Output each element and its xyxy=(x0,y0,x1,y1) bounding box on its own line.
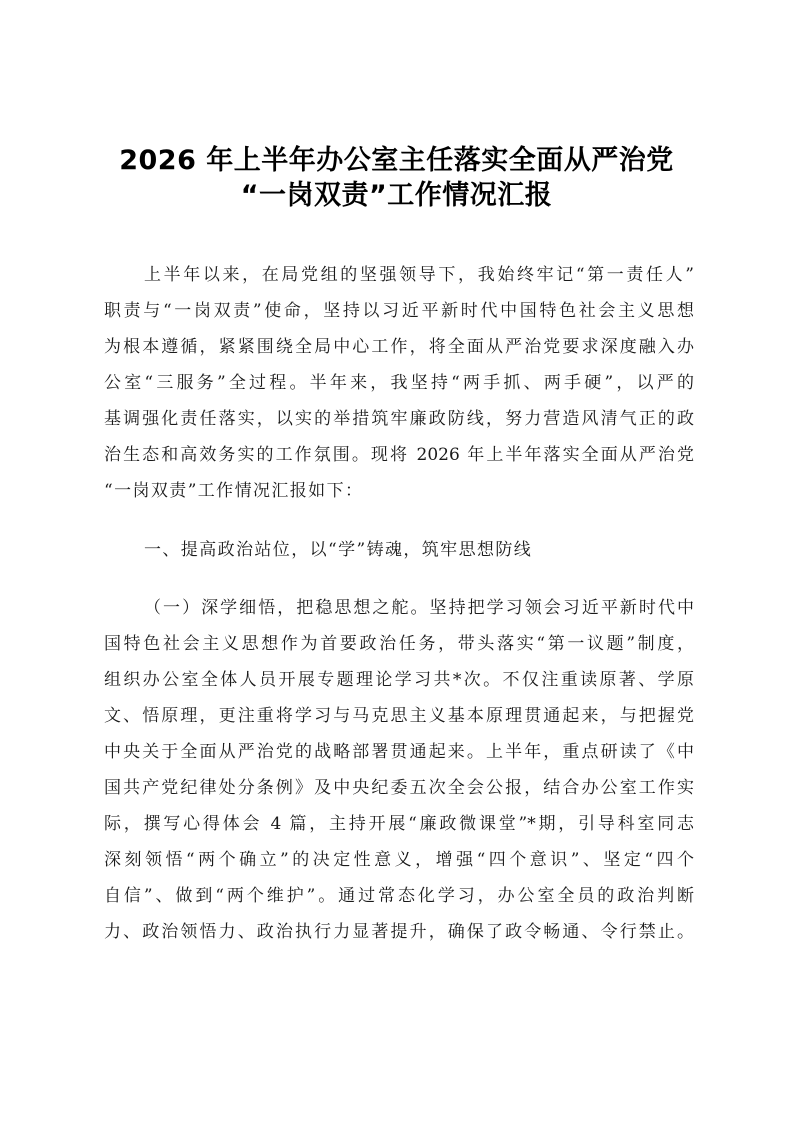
intro-line: “一岗双责”工作情况汇报如下： xyxy=(104,481,364,501)
intro-line: 职责与“一岗双责”使命，坚持以习近平新时代中国特色社会主义思想 xyxy=(104,301,694,321)
subsection-line: 力、政治领悟力、政治执行力显著提升，确保了政令畅通、令行禁止。 xyxy=(104,922,694,942)
subsection-line: 自信”、做到“两个维护”。通过常态化学习，办公室全员的政治判断 xyxy=(104,886,694,906)
subsection-line: 国共产党纪律处分条例》及中央纪委五次全会公报，结合办公室工作实 xyxy=(104,778,694,798)
subsection-line: 组织办公室全体人员开展专题理论学习共*次。不仅注重读原著、学原 xyxy=(104,670,694,690)
intro-line: 基调强化责任落实，以实的举措筑牢廉政防线，努力营造风清气正的政 xyxy=(104,409,694,429)
subsection-line: 国特色社会主义思想作为首要政治任务，带头落实“第一议题”制度， xyxy=(104,634,694,654)
document-title-line-2: “一岗双责”工作情况汇报 xyxy=(240,180,553,211)
intro-line: 治生态和高效务实的工作氛围。现将 2026 年上半年落实全面从严治党 xyxy=(104,445,694,465)
subsection-line: 际，撰写心得体会 4 篇，主持开展“廉政微课堂”*期，引导科室同志 xyxy=(104,814,694,834)
section-heading: 一、提高政治站位，以“学”铸魂，筑牢思想防线 xyxy=(144,540,533,560)
subsection-line: 文、悟原理，更注重将学习与马克思主义基本原理贯通起来，与把握党 xyxy=(104,706,694,726)
subsection-line: （一）深学细悟，把稳思想之舵。坚持把学习领会习近平新时代中 xyxy=(144,598,694,618)
intro-line: 上半年以来，在局党组的坚强领导下，我始终牢记“第一责任人” xyxy=(144,265,694,285)
intro-line: 公室“三服务”全过程。半年来，我坚持“两手抓、两手硬”，以严的 xyxy=(104,373,694,393)
document-body xyxy=(104,0,694,1122)
intro-line: 为根本遵循，紧紧围绕全局中心工作，将全面从严治党要求深度融入办 xyxy=(104,337,694,357)
subsection-line: 深刻领悟“两个确立”的决定性意义，增强“四个意识”、坚定“四个 xyxy=(104,850,694,870)
subsection-line: 中央关于全面从严治党的战略部署贯通起来。上半年，重点研读了《中 xyxy=(104,742,694,762)
document-title-line-1: 2026 年上半年办公室主任落实全面从严治党 xyxy=(119,145,674,176)
